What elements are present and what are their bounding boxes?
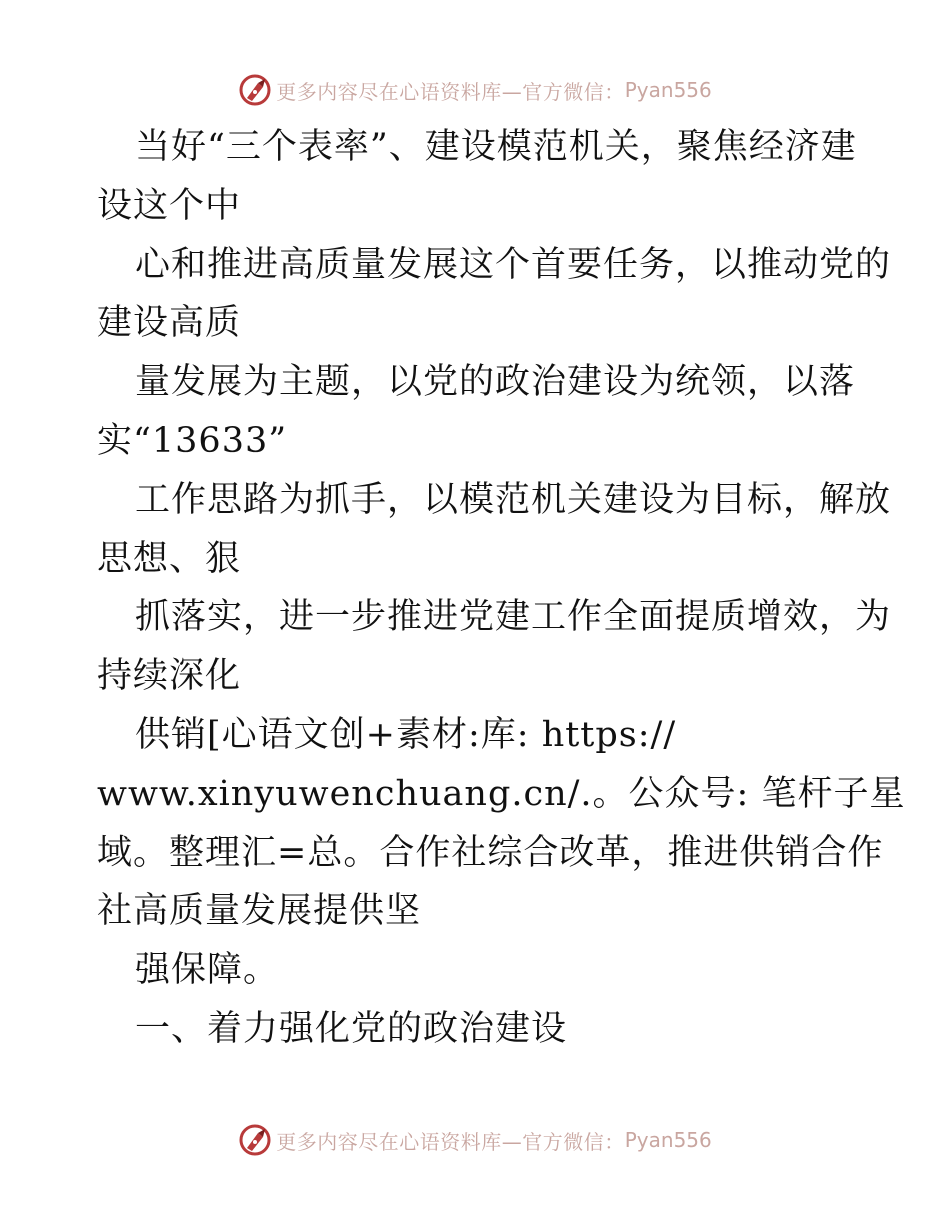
- watermark-text: 更多内容尽在心语资料库—官方微信：: [276, 1129, 625, 1154]
- document-body: [97, 118, 906, 1059]
- body-line: 设这个中: [97, 185, 242, 226]
- body-line: 工作思路为抓手，以模范机关建设为目标，解放: [135, 479, 892, 520]
- section-heading: 一、着力强化党的政治建设: [135, 1008, 568, 1049]
- body-line: 强保障。: [135, 950, 280, 991]
- body-line: 心和推进高质量发展这个首要任务，以推动党的: [135, 244, 892, 285]
- body-line: 实“13633”: [97, 420, 288, 461]
- watermark-id: Pyan556: [624, 1128, 712, 1152]
- body-line: 建设高质: [97, 303, 242, 344]
- body-line: 当好“三个表率”、建设模范机关，聚焦经济建: [135, 127, 857, 167]
- footer-watermark: [0, 1120, 950, 1160]
- pen-nib-circle-icon: [238, 1123, 272, 1157]
- body-line: 持续深化: [97, 656, 242, 697]
- body-line: 思想、狠: [97, 538, 242, 579]
- watermark-id: Pyan556: [624, 78, 712, 102]
- body-line: 社高质量发展提供坚: [97, 891, 422, 932]
- watermark-text: 更多内容尽在心语资料库—官方微信：: [276, 79, 625, 104]
- body-line: www.xinyuwenchuang.cn/.。公众号: 笔杆子星: [97, 773, 906, 814]
- body-line: 域。整理汇=总。合作社综合改革，推进供销合作: [97, 832, 884, 873]
- header-watermark: [0, 70, 950, 110]
- body-line: 供销[心语文创+素材:库: https://: [135, 714, 677, 755]
- body-line: 量发展为主题，以党的政治建设为统领，以落: [135, 362, 856, 403]
- body-line: 抓落实，进一步推进党建工作全面提质增效，为: [135, 597, 892, 638]
- pen-nib-circle-icon: [238, 73, 272, 107]
